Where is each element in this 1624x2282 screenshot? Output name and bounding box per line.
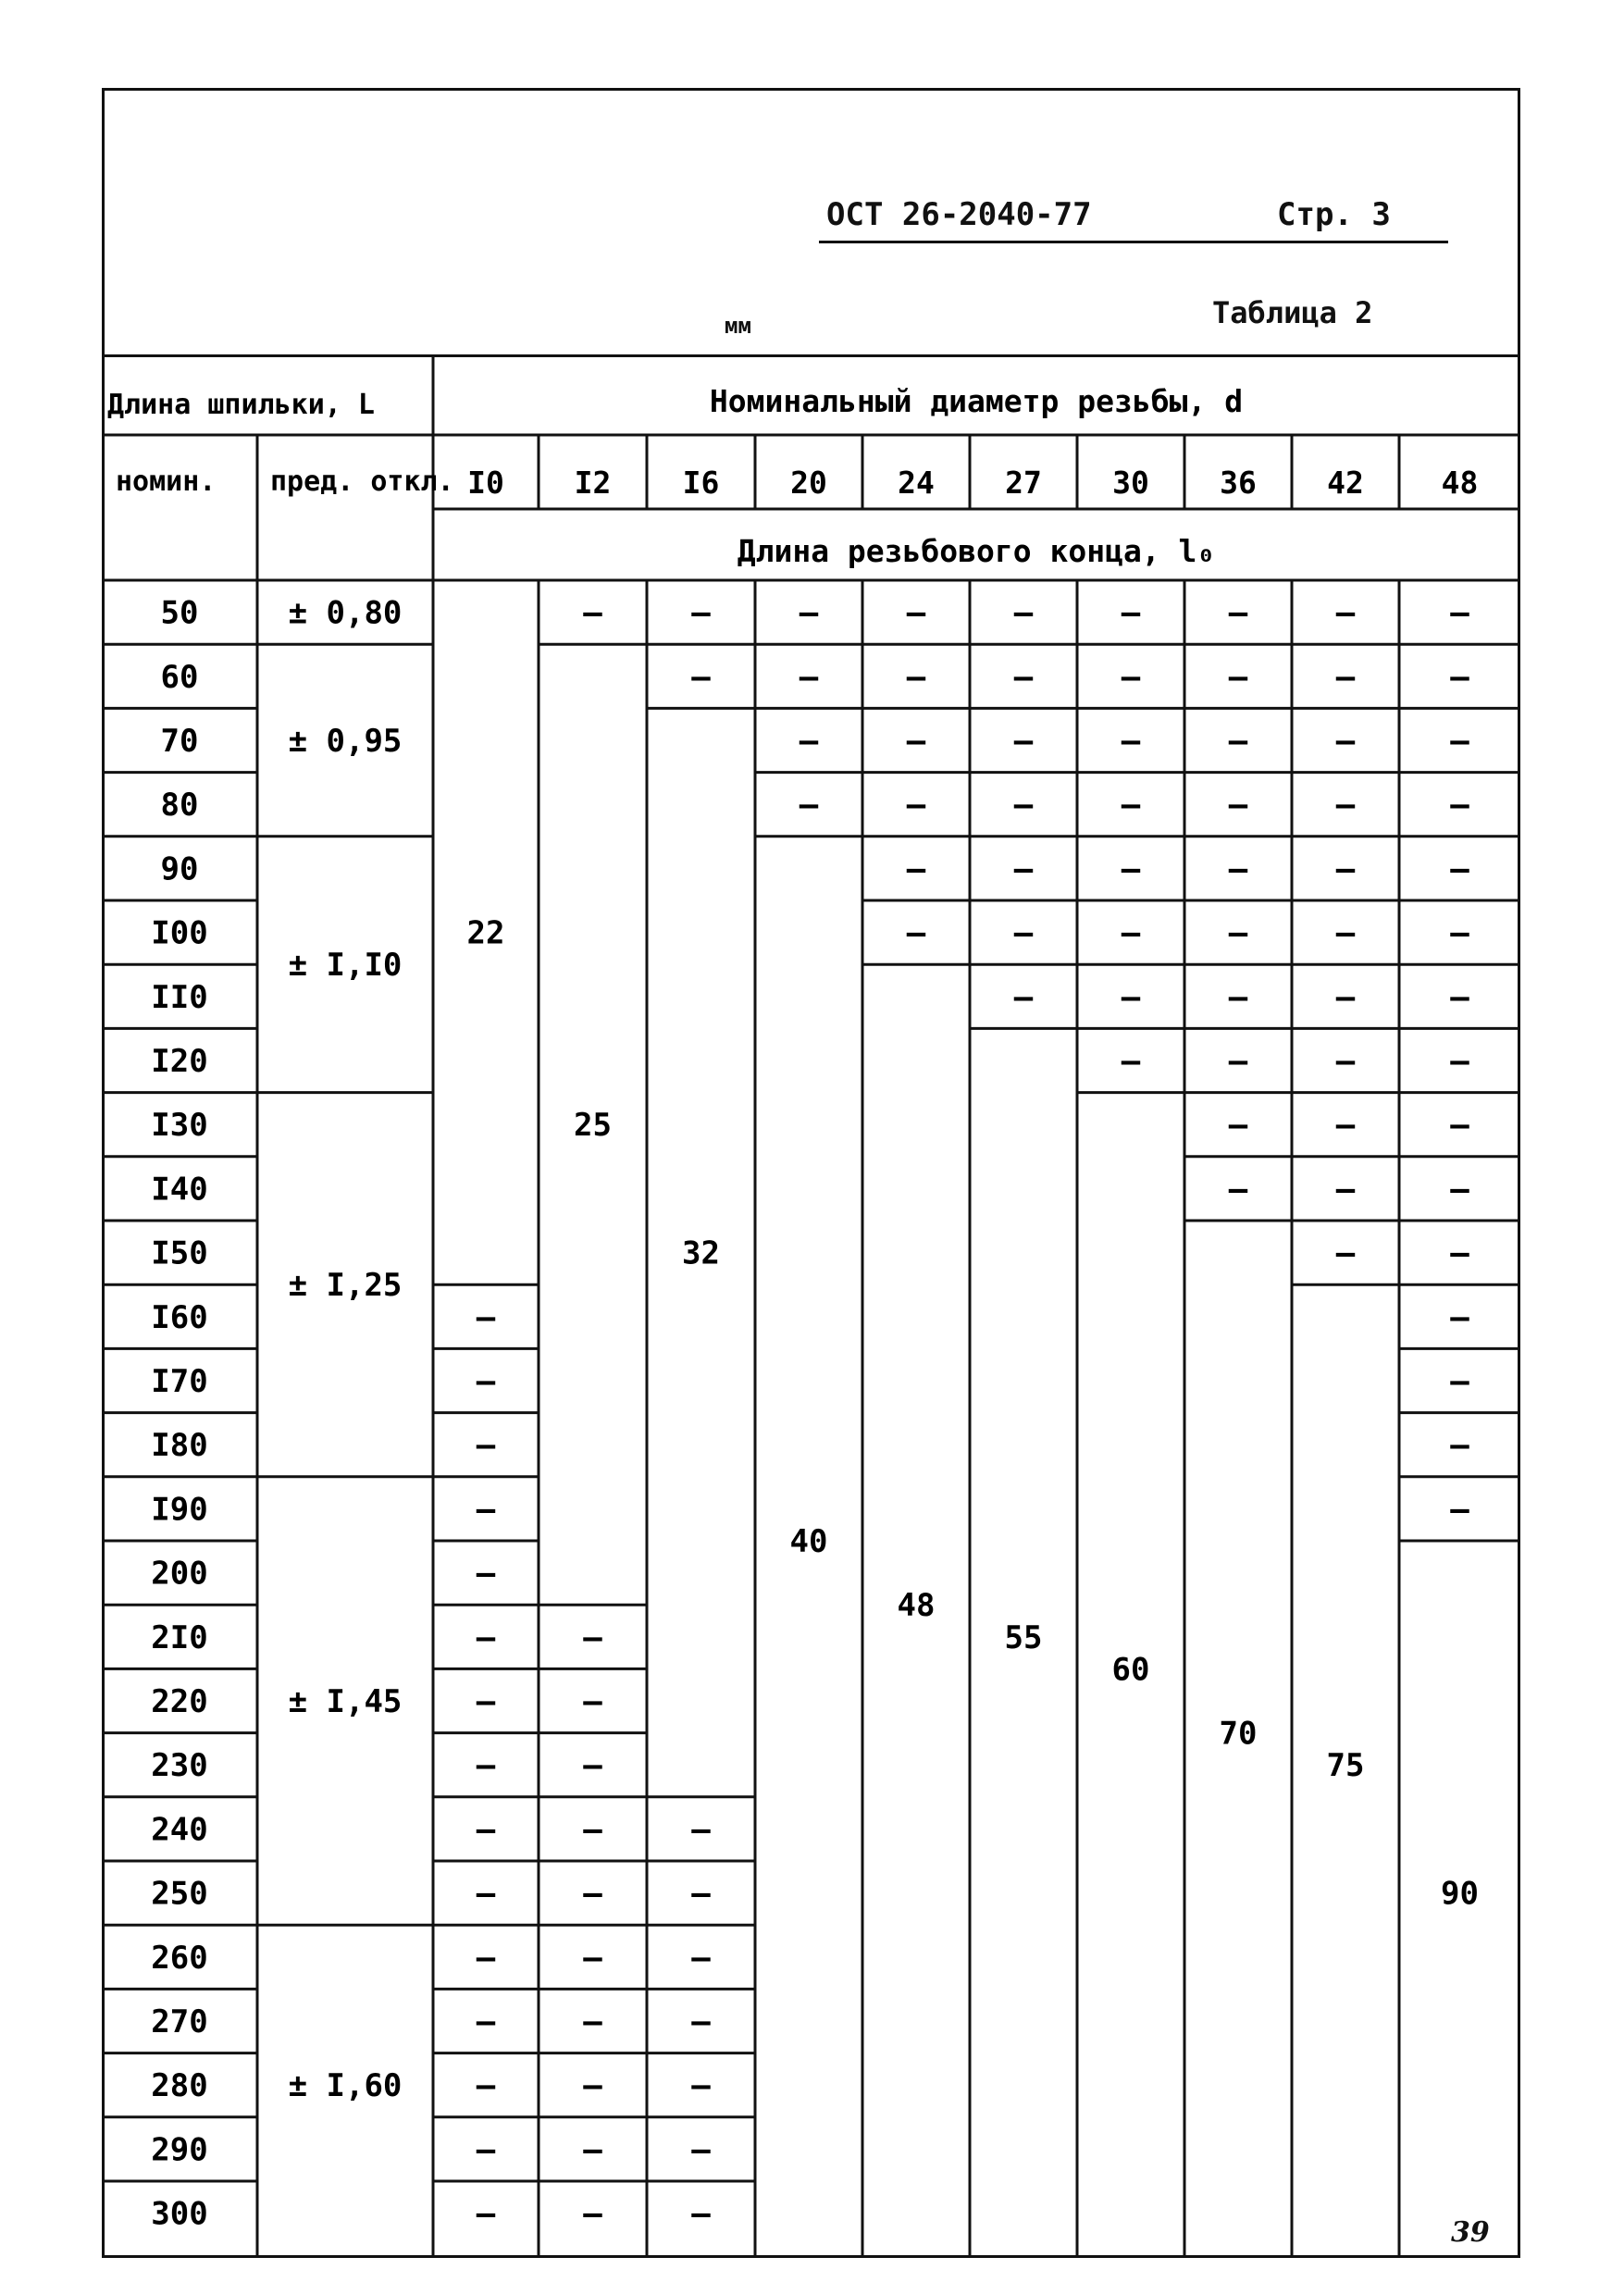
dash-cell: – bbox=[1450, 594, 1469, 632]
dash-cell: – bbox=[1013, 914, 1034, 952]
stud-length-header: Длина шпильки, L bbox=[107, 389, 375, 421]
dash-cell: – bbox=[1335, 1171, 1356, 1209]
dash-cell: – bbox=[1335, 850, 1356, 888]
dash-cell: – bbox=[1121, 787, 1141, 825]
dash-cell: – bbox=[799, 658, 819, 696]
tolerance-value: ± I,I0 bbox=[288, 947, 403, 985]
dash-cell: – bbox=[583, 1811, 602, 1849]
dash-cell: – bbox=[1450, 1363, 1469, 1400]
length-value: II0 bbox=[151, 978, 208, 1016]
dash-cell: – bbox=[1228, 594, 1248, 632]
diameter-value: 27 bbox=[1005, 465, 1042, 501]
dash-cell: – bbox=[1013, 594, 1034, 632]
thread-length-value: 75 bbox=[1326, 1747, 1365, 1785]
dash-cell: – bbox=[476, 1491, 496, 1529]
length-value: 200 bbox=[151, 1555, 208, 1593]
tolerance-value: ± 0,80 bbox=[288, 594, 403, 632]
dash-cell: – bbox=[1335, 914, 1356, 952]
dash-cell: – bbox=[691, 2131, 711, 2169]
dash-cell: – bbox=[1228, 978, 1248, 1016]
dash-cell: – bbox=[906, 914, 926, 952]
diameter-value: 30 bbox=[1112, 465, 1149, 501]
dash-cell: – bbox=[799, 723, 819, 760]
dash-cell: – bbox=[1013, 978, 1034, 1016]
dash-cell: – bbox=[691, 2067, 711, 2105]
dash-cell: – bbox=[1450, 1491, 1469, 1529]
dash-cell: – bbox=[1335, 1043, 1356, 1080]
thread-length-value: 60 bbox=[1111, 1651, 1150, 1689]
dash-cell: – bbox=[476, 1875, 496, 1913]
dash-cell: – bbox=[583, 1618, 602, 1656]
dash-cell: – bbox=[583, 2067, 602, 2105]
length-value: 240 bbox=[151, 1811, 208, 1849]
dash-cell: – bbox=[583, 1939, 602, 1977]
dash-cell: – bbox=[476, 1683, 496, 1720]
dash-cell: – bbox=[691, 1811, 711, 1849]
thread-length-header: Длина резьбового конца, l₀ bbox=[737, 533, 1216, 569]
diameter-value: 42 bbox=[1327, 465, 1364, 501]
length-value: I70 bbox=[151, 1363, 208, 1400]
dash-cell: – bbox=[583, 1747, 602, 1785]
dash-cell: – bbox=[476, 1939, 496, 1977]
length-value: 2I0 bbox=[151, 1618, 208, 1656]
diameter-value: I0 bbox=[467, 465, 504, 501]
dash-cell: – bbox=[1335, 787, 1356, 825]
units-label: мм bbox=[725, 313, 751, 339]
length-value: 60 bbox=[160, 658, 199, 696]
length-value: 230 bbox=[151, 1747, 208, 1785]
length-value: 90 bbox=[160, 850, 199, 888]
dash-cell: – bbox=[1121, 594, 1141, 632]
dash-cell: – bbox=[583, 2131, 602, 2169]
dash-cell: – bbox=[906, 658, 926, 696]
dash-cell: – bbox=[1121, 850, 1141, 888]
dash-cell: – bbox=[691, 1875, 711, 1913]
dash-cell: – bbox=[1335, 1234, 1356, 1272]
length-value: I40 bbox=[151, 1171, 208, 1209]
dash-cell: – bbox=[476, 1363, 496, 1400]
dash-cell: – bbox=[476, 2131, 496, 2169]
nominal-header: номин. bbox=[116, 465, 217, 498]
length-value: 270 bbox=[151, 2003, 208, 2040]
dash-cell: – bbox=[691, 594, 711, 632]
dash-cell: – bbox=[476, 2003, 496, 2040]
length-value: 260 bbox=[151, 1939, 208, 1977]
dash-cell: – bbox=[1335, 723, 1356, 760]
length-value: 250 bbox=[151, 1875, 208, 1913]
dash-cell: – bbox=[1335, 978, 1356, 1016]
dash-cell: – bbox=[476, 2195, 496, 2233]
dash-cell: – bbox=[1450, 723, 1469, 760]
dash-cell: – bbox=[1450, 1107, 1469, 1145]
dash-cell: – bbox=[1228, 1171, 1248, 1209]
dash-cell: – bbox=[1228, 1107, 1248, 1145]
dash-cell: – bbox=[1335, 594, 1356, 632]
dash-cell: – bbox=[1450, 1234, 1469, 1272]
tolerance-value: ± I,25 bbox=[288, 1267, 403, 1305]
length-value: 290 bbox=[151, 2131, 208, 2169]
dash-cell: – bbox=[1450, 787, 1469, 825]
dash-cell: – bbox=[476, 1747, 496, 1785]
diameter-header: Номинальный диаметр резьбы, d bbox=[709, 383, 1244, 419]
length-value: 280 bbox=[151, 2067, 208, 2105]
dash-cell: – bbox=[1335, 1107, 1356, 1145]
document-code: ОСТ 26-2040-77 bbox=[826, 196, 1092, 233]
dash-cell: – bbox=[691, 2003, 711, 2040]
dash-cell: – bbox=[1228, 850, 1248, 888]
dash-cell: – bbox=[906, 787, 926, 825]
length-value: I90 bbox=[151, 1491, 208, 1529]
dash-cell: – bbox=[1450, 850, 1469, 888]
diameter-value: 36 bbox=[1220, 465, 1257, 501]
dash-cell: – bbox=[1450, 658, 1469, 696]
dash-cell: – bbox=[583, 594, 602, 632]
dash-cell: – bbox=[476, 1298, 496, 1336]
dash-cell: – bbox=[1228, 787, 1248, 825]
dash-cell: – bbox=[583, 1875, 602, 1913]
dash-cell: – bbox=[799, 787, 819, 825]
diameter-value: I2 bbox=[574, 465, 612, 501]
tolerance-value: ± I,45 bbox=[288, 1683, 403, 1720]
diameter-value: 48 bbox=[1441, 465, 1479, 501]
length-value: I80 bbox=[151, 1427, 208, 1465]
dash-cell: – bbox=[1013, 723, 1034, 760]
dash-cell: – bbox=[1121, 914, 1141, 952]
dash-cell: – bbox=[1228, 658, 1248, 696]
length-value: I50 bbox=[151, 1234, 208, 1272]
dash-cell: – bbox=[1228, 1043, 1248, 1080]
dash-cell: – bbox=[583, 2195, 602, 2233]
deviation-header: пред. откл. bbox=[270, 465, 454, 498]
diameter-value: 24 bbox=[898, 465, 935, 501]
dash-cell: – bbox=[476, 1555, 496, 1593]
dash-cell: – bbox=[1450, 1043, 1469, 1080]
tolerance-value: ± I,60 bbox=[288, 2067, 403, 2105]
dash-cell: – bbox=[1121, 723, 1141, 760]
dash-cell: – bbox=[583, 1683, 602, 1720]
dash-cell: – bbox=[1450, 978, 1469, 1016]
dash-cell: – bbox=[1228, 914, 1248, 952]
dash-cell: – bbox=[691, 2195, 711, 2233]
length-value: I00 bbox=[151, 914, 208, 952]
dash-cell: – bbox=[1228, 723, 1248, 760]
length-value: 70 bbox=[160, 723, 199, 760]
diameter-value: I6 bbox=[682, 465, 720, 501]
page-mark: 39 bbox=[1451, 2216, 1490, 2249]
dash-cell: – bbox=[691, 1939, 711, 1977]
dash-cell: – bbox=[1450, 914, 1469, 952]
diameter-value: 20 bbox=[790, 465, 827, 501]
dash-cell: – bbox=[583, 2003, 602, 2040]
dash-cell: – bbox=[1121, 1043, 1141, 1080]
dash-cell: – bbox=[906, 850, 926, 888]
tolerance-value: ± 0,95 bbox=[288, 723, 403, 760]
dash-cell: – bbox=[906, 723, 926, 760]
dash-cell: – bbox=[1013, 850, 1034, 888]
dash-cell: – bbox=[1450, 1298, 1469, 1336]
dash-cell: – bbox=[1450, 1171, 1469, 1209]
length-value: 50 bbox=[160, 594, 199, 632]
length-value: 80 bbox=[160, 787, 199, 825]
dash-cell: – bbox=[691, 658, 711, 696]
dash-cell: – bbox=[476, 1618, 496, 1656]
dash-cell: – bbox=[1335, 658, 1356, 696]
dash-cell: – bbox=[1013, 787, 1034, 825]
dash-cell: – bbox=[906, 594, 926, 632]
dash-cell: – bbox=[1121, 658, 1141, 696]
thread-length-value: 32 bbox=[682, 1234, 720, 1272]
page-number: Стр. 3 bbox=[1277, 196, 1391, 233]
dash-cell: – bbox=[1013, 658, 1034, 696]
dash-cell: – bbox=[476, 2067, 496, 2105]
dash-cell: – bbox=[476, 1811, 496, 1849]
thread-length-value: 70 bbox=[1219, 1715, 1258, 1753]
table-caption: Таблица 2 bbox=[1212, 295, 1373, 330]
dash-cell: – bbox=[476, 1427, 496, 1465]
dash-cell: – bbox=[799, 594, 819, 632]
thread-length-value: 22 bbox=[466, 914, 505, 952]
thread-length-value: 48 bbox=[897, 1587, 936, 1625]
length-value: 300 bbox=[151, 2195, 208, 2233]
length-value: I60 bbox=[151, 1298, 208, 1336]
length-value: 220 bbox=[151, 1683, 208, 1720]
dash-cell: – bbox=[1121, 978, 1141, 1016]
thread-length-value: 90 bbox=[1441, 1875, 1479, 1913]
length-value: I30 bbox=[151, 1107, 208, 1145]
thread-length-value: 55 bbox=[1004, 1618, 1043, 1656]
dash-cell: – bbox=[1450, 1427, 1469, 1465]
thread-length-value: 25 bbox=[574, 1107, 612, 1145]
thread-length-value: 40 bbox=[789, 1523, 828, 1560]
length-value: I20 bbox=[151, 1043, 208, 1080]
